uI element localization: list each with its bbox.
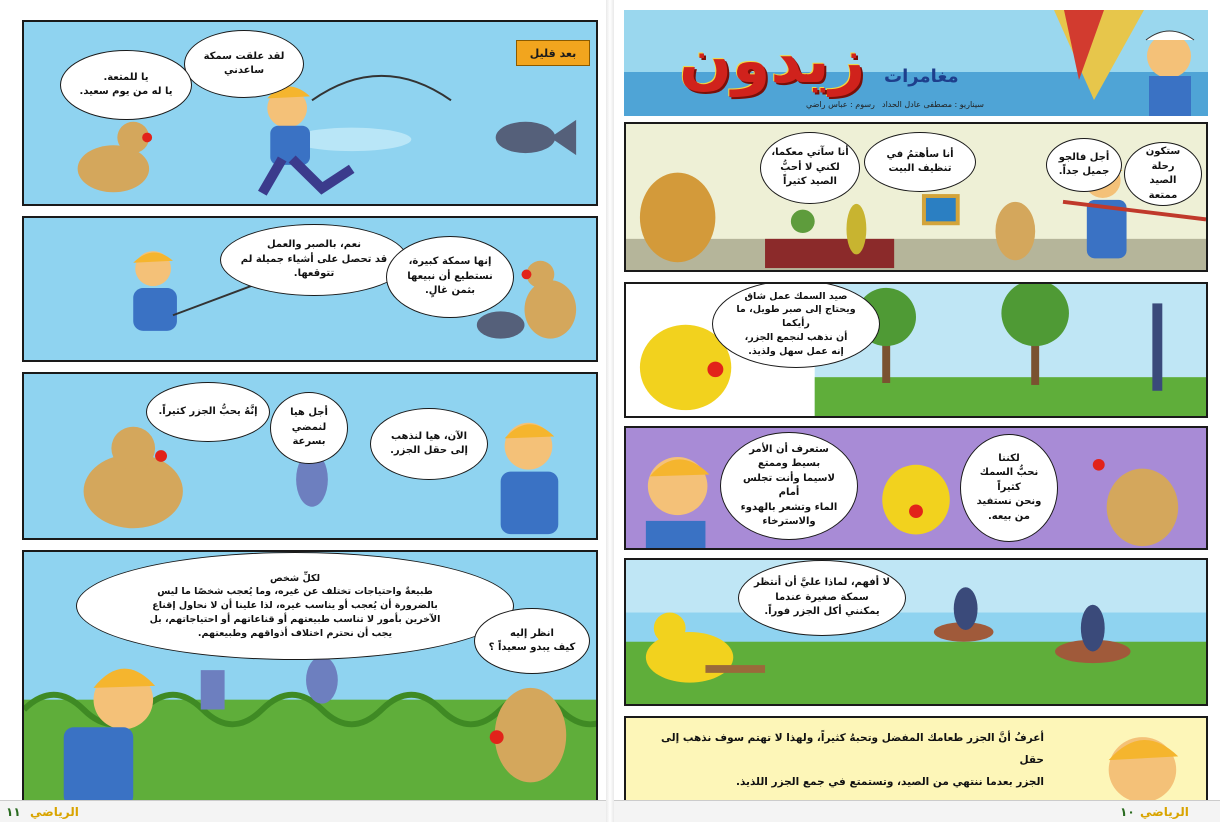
credits-art: رسوم : عباس راضي	[806, 100, 875, 109]
panel-carrot-suggestion	[624, 282, 1208, 418]
page-number: ١١	[6, 805, 21, 819]
panel-fishing-trip	[624, 122, 1208, 272]
time-caption: بعد قليل	[516, 40, 590, 66]
speech-bubble-dog: إنَّهُ يحبُّ الجزر كثيراً.	[146, 382, 270, 442]
brand-logo: الرياضي	[30, 805, 79, 819]
speech-bubble-dog: إنها سمكة كبيرة، نستطيع أن نبيعها بثمن غالٍ.	[386, 236, 514, 318]
speech-bubble-boy: لكلِّ شخص طبيعةٌ واحتياجات تختلف عن غيره، وما يُعجب شخصًا ما ليس بالضرورة أن يُعجب أو يناسب غيره، لذا علينا أن لا نحاول إقناع الآخرين بأمور لا تناسب طبيعتهم أو قناعاتهم أو احتياجاتهم، بل يجب أن نحترم اختلاف أذواقهم وطبيعتهم.	[76, 552, 514, 660]
speech-bubble-boy: نعم، بالصبر والعمل قد تحصل على أشياء جميلة لم تتوقعها.	[220, 224, 408, 296]
speech-bubble-rabbit: لا أفهم، لماذا عليَّ أن أنتظر سمكة صغيرة عندما يمكنني أكل الجزر فوراً.	[738, 560, 906, 636]
footer-strip	[0, 800, 606, 822]
page-number: ١٠	[1120, 805, 1135, 819]
narration-text: أعرفُ أنَّ الجزر طعامك المفضل وتحبهُ كثيراً، ولهذا لا تهتم سوف نذهب إلى حقل الجزر بعدما ننتهي من الصيد، وتستمتع في جمع الجزر اللذيذ.	[661, 732, 1044, 789]
speech-bubble-dog: لكننا نحبُّ السمك كثيراً ونحن نستفيد من بيعه.	[960, 434, 1058, 542]
comic-subtitle: مغامرات	[884, 66, 959, 87]
purple-background	[626, 428, 1206, 548]
speech-bubble-boy: الآن، هيا لنذهب إلى حقل الجزر.	[370, 408, 488, 480]
meadow-background	[626, 284, 1206, 416]
speech-bubble-boy: لقد علقت سمكة ساعدني	[184, 30, 304, 98]
panel-rabbit-relaxing	[624, 558, 1208, 706]
speech-bubble-rabbit: أجل هيا لنمضي بسرعة	[270, 392, 348, 464]
speech-bubble-dog: أجل فالجو جميل جداً.	[1046, 138, 1122, 192]
speech-bubble-boy: ستكون رحلة الصيد ممتعة	[1124, 142, 1202, 206]
credits-script: سيناريو : مصطفى عادل الحداد	[882, 100, 984, 109]
comic-title: زيدون	[679, 24, 866, 97]
speech-bubble-dog: انظر إليه كيف يبدو سعيداً ؟	[474, 608, 590, 674]
panel-love-fish	[624, 426, 1208, 550]
brand-logo: الرياضي	[1140, 805, 1189, 819]
speech-bubble-rabbit: أنا سآتي معكما، لكني لا أحبُّ الصيد كثيراً	[760, 132, 860, 204]
speech-bubble-rabbit: صيد السمك عمل شاق ويحتاج إلى صبر طويل، ما رأيكما أن نذهب لنجمع الجزر، إنه عمل سهل ولذيذ.	[712, 282, 880, 368]
panel-big-fish	[22, 216, 598, 362]
panel-respect-differences	[22, 550, 598, 808]
panel-catch-fish	[22, 20, 598, 206]
lake-background	[626, 560, 1206, 704]
speech-bubble-boy: ستعرف أن الأمر بسيط وممتع لاسيما وأنت تجلس أمام الماء وتشعر بالهدوء والاسترخاء	[720, 432, 858, 540]
panel-go-carrot-field	[22, 372, 598, 540]
speech-bubble-duck: أنا سأهتمُ في تنظيف البيت	[864, 132, 976, 192]
speech-bubble-dog: يا للمتعة. يا له من يوم سعيد.	[60, 50, 192, 120]
right-page	[610, 0, 1220, 822]
